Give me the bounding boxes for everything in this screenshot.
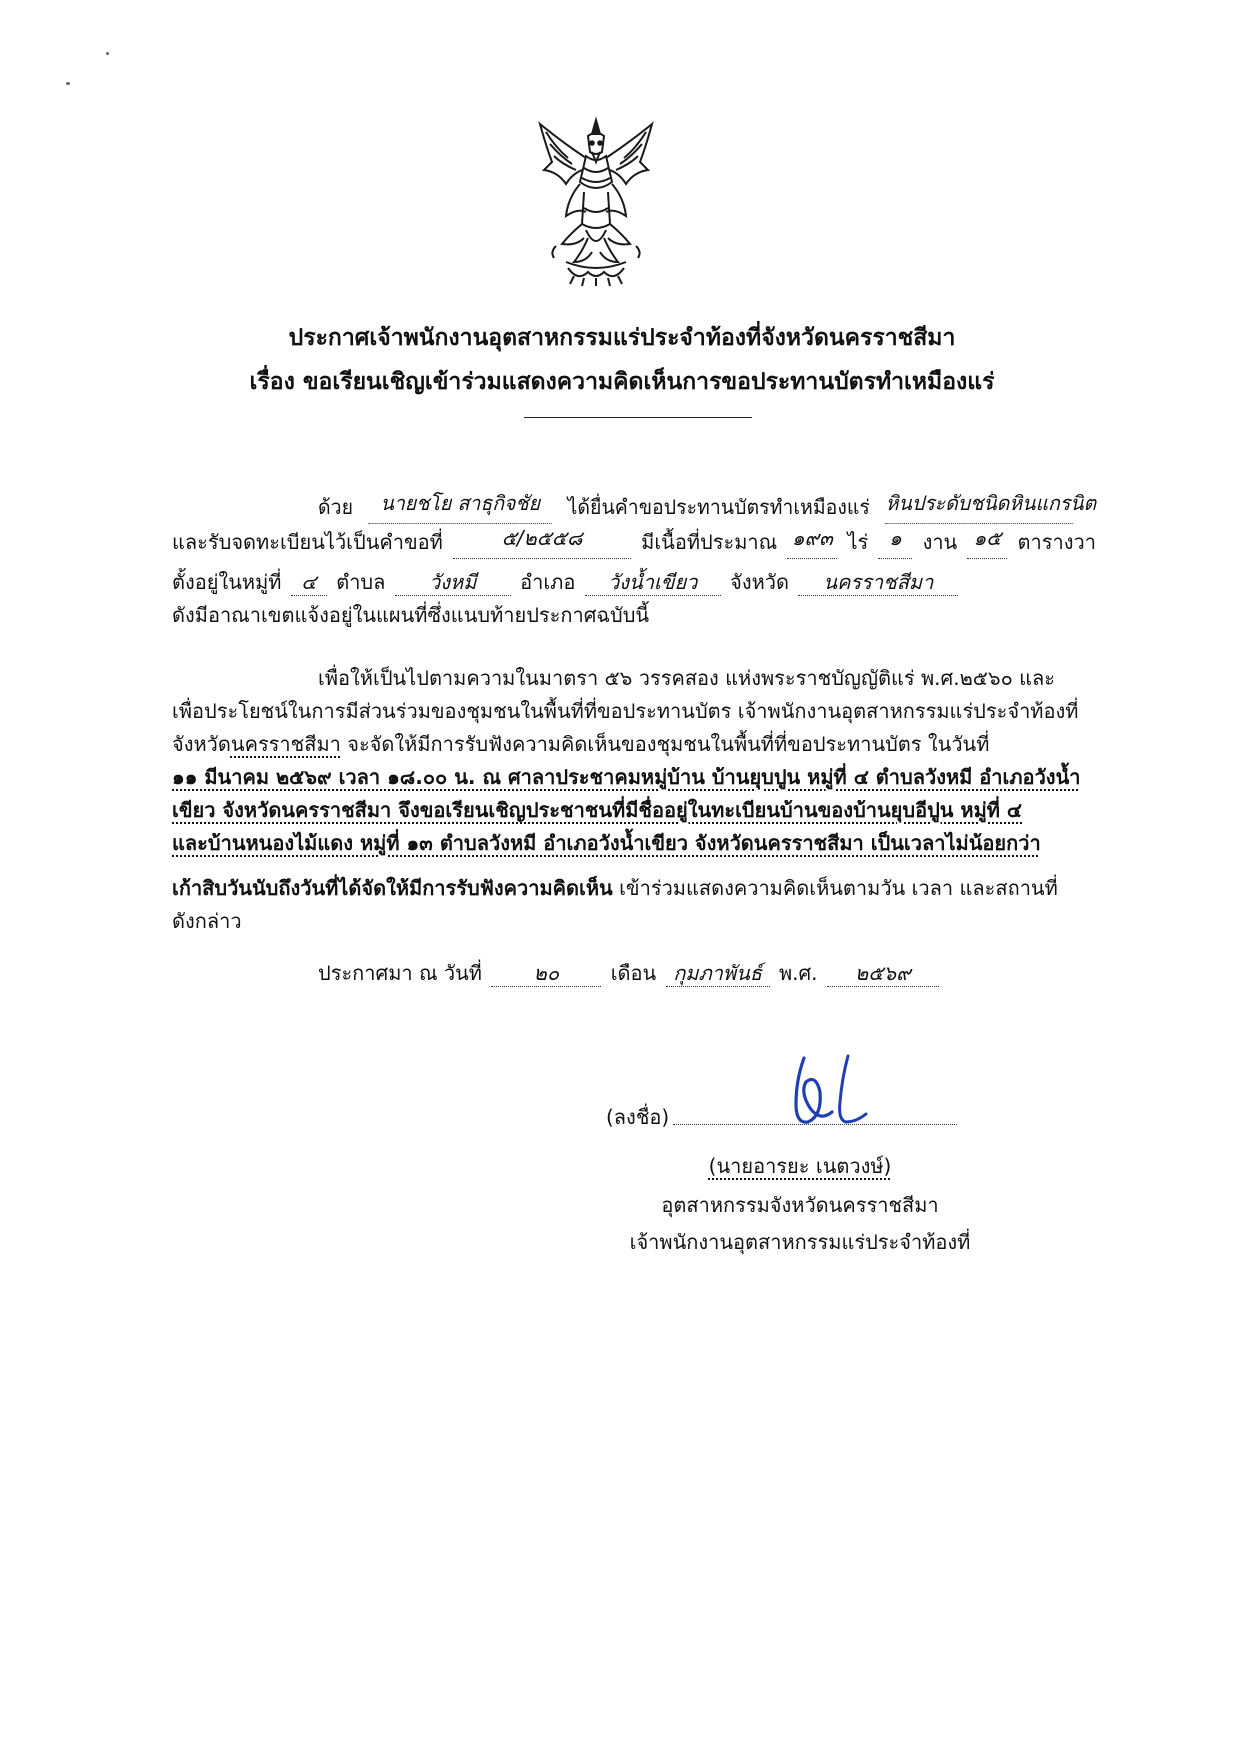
wa-unit: ตารางวา (1017, 530, 1096, 554)
announce-prefix: ประกาศมา ณ วันที่ (318, 961, 482, 985)
announce-day: ๒๐ (491, 960, 601, 987)
moo-label: ตั้งอยู่ในหมู่ที่ (172, 570, 282, 594)
title-rule (524, 417, 752, 418)
para2-line1: เพื่อให้เป็นไปตามความในมาตรา ๕๖ วรรคสอง แห่งพระราชบัญญัติแร่ พ.ศ.๒๕๖๐ และ (318, 666, 1056, 690)
residency-period: เก้าสิบวันนับถึงวันที่ได้จัดให้มีการรับฟังความคิดเห็น (172, 876, 613, 900)
para1-line2 (172, 525, 1096, 559)
tambon-name: วังหมี (395, 569, 511, 596)
para2-hearing-text: จะจัดให้มีการรับฟังความคิดเห็นของชุมชนในพื้นที่ที่ขอประทานบัตร ในวันที่ (347, 732, 990, 756)
para1-applied: ได้ยื่นคำขอประทานบัตรทำเหมืองแร่ (567, 495, 870, 519)
para1-registered: และรับจดทะเบียนไว้เป็นคำขอที่ (172, 530, 443, 554)
garuda-emblem (526, 112, 666, 288)
area-wa: ๑๕ (967, 525, 1007, 559)
mineral-type: หินประดับชนิดหินแกรนิต (886, 490, 1073, 524)
para2-line7 (172, 871, 1058, 905)
document-title: ประกาศเจ้าพนักงานอุตสาหกรรมแร่ประจำท้องที่จังหวัดนครราชสีมา (288, 325, 956, 351)
province-name: นครราชสีมา (798, 569, 958, 596)
para2-line2: เพื่อประโยชน์ในการมีส่วนร่วมของชุมชนในพื้นที่ที่ขอประทานบัตร เจ้าพนักงานอุตสาหกรรมแร่ประจำท้องที่ (172, 699, 1079, 723)
para2-invite: เข้าร่วมแสดงความคิดเห็นตามวัน เวลา และสถานที่ (619, 876, 1058, 900)
ngan-unit: งาน (922, 530, 958, 554)
signatory-position1: อุตสาหกรรมจังหวัดนครราชสีมา (661, 1193, 939, 1217)
para2-province: นครราชสีมา (230, 732, 341, 756)
para1-lead: ด้วย (318, 495, 353, 519)
signatory-name-text: (นายอารยะ เนตวงษ์) (708, 1154, 892, 1178)
para1-line3 (172, 565, 1096, 599)
para1-line4: ดังมีอาณาเขตแจ้งอยู่ในแผนที่ซึ่งแนบท้ายประกาศฉบับนี้ (172, 603, 650, 627)
announce-month: กุมภาพันธ์ (666, 960, 770, 987)
area-ngan: ๑ (878, 525, 912, 559)
announce-year: ๒๕๖๙ (827, 960, 939, 987)
signatory-name (600, 1149, 1000, 1183)
residency-requirement: และบ้านหนองไม้แดง หมู่ที่ ๑๓ ตำบลวังหมี อำเภอวังน้ำเขียว จังหวัดนครราชสีมา เป็นเวลาไม่น้อยกว่า (172, 831, 1041, 855)
para2-province-label: จังหวัด (172, 732, 231, 756)
announcement-date (318, 956, 942, 990)
para2-line8: ดังกล่าว (172, 909, 242, 933)
handwritten-signature (786, 1052, 876, 1136)
moo-number: ๔ (291, 569, 327, 596)
signature-label: (ลงชื่อ) (606, 1105, 670, 1129)
hearing-date-location: ๑๑ มีนาคม ๒๕๖๙ เวลา ๑๘.๐๐ น. ณ ศาลาประชาคมหมู่บ้าน บ้านยุบปูน หมู่ที่ ๔ ตำบลวังหมี อำเภอวังน้ำ (172, 765, 1081, 789)
request-number: ๕/๒๕๕๘ (453, 525, 631, 559)
area-rai: ๑๙๓ (787, 525, 837, 559)
amphoe-label: อำเภอ (520, 570, 576, 594)
year-label: พ.ศ. (778, 961, 818, 985)
tambon-label: ตำบล (336, 570, 386, 594)
para1-area-label: มีเนื้อที่ประมาณ (641, 530, 778, 554)
province-label: จังหวัด (730, 570, 789, 594)
scan-speck (106, 52, 109, 55)
invited-villages: เขียว จังหวัดนครราชสีมา จึงขอเรียนเชิญประชาชนที่มีชื่ออยู่ในทะเบียนบ้านของบ้านยุบอีปูน หมู่ที่ ๔ (172, 798, 1023, 822)
rai-unit: ไร่ (847, 530, 869, 554)
amphoe-name: วังน้ำเขียว (585, 569, 721, 596)
signatory-position2: เจ้าพนักงานอุตสาหกรรมแร่ประจำท้องที่ (629, 1230, 971, 1254)
month-label: เดือน (610, 961, 657, 985)
document-subject: เรื่อง ขอเรียนเชิญเข้าร่วมแสดงความคิดเห็นการขอประทานบัตรทำเหมืองแร่ (249, 369, 995, 395)
scan-speck (66, 82, 70, 85)
para1-line1 (318, 490, 1097, 524)
para2-line3 (172, 727, 989, 761)
applicant-name: นายชโย สาธุกิจชัย (369, 490, 552, 524)
